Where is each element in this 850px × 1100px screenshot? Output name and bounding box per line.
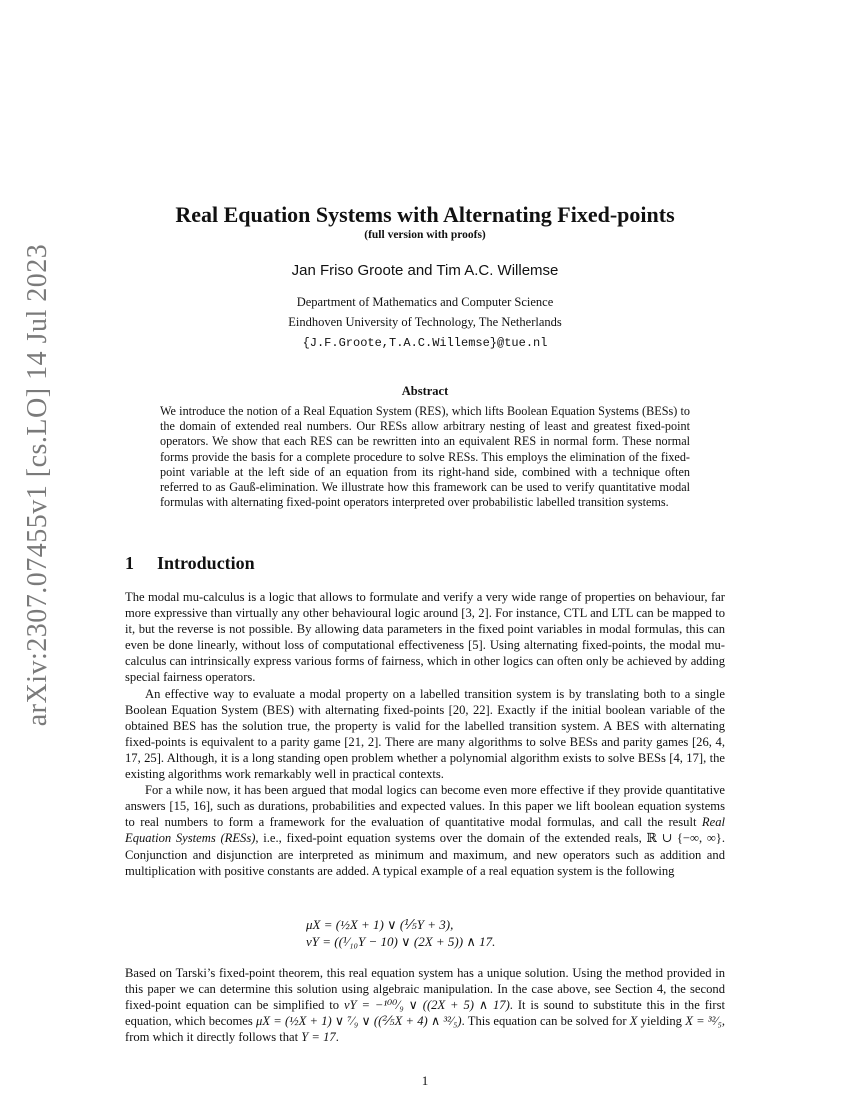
section-heading	[125, 553, 255, 574]
abstract-heading: Abstract	[401, 384, 449, 398]
paragraph-4-text-c: . This equation can be solved for	[461, 1014, 630, 1029]
paragraph-4	[125, 965, 725, 1045]
paragraph-4-text-b: . It is sound to substitute this in the first equation, which becomes	[125, 998, 725, 1029]
section-title: Introduction	[157, 553, 255, 573]
math-x: X	[629, 1014, 638, 1029]
paragraph-3-emphasis: Real Equation Systems (RESs)	[125, 815, 725, 846]
paragraph-4-text-e: , from which it directly follows that	[125, 1014, 726, 1045]
math-y-solution: Y = 17	[301, 1030, 336, 1045]
arxiv-identifier: arXiv:2307.07455v1 [cs.LO] 14 Jul 2023	[22, 243, 53, 727]
paragraph-1: The modal mu-calculus is a logic that allows to formulate and verify a very wide range of properties on behaviour, far more expressive than virtually any other behavioural logic around [3, 2]. For instance, CTL and LTL can be mapped to it, but the reverse is not possible. By allowing data parameters in the fixed point variables in modal formulas, this can even be done linearly, without loss of computational effectiveness [5]. Using alternating fixed-points, the modal mu-calculus can intrinsically express various forms of fairness, which in other logics can often only be achieved by adding special fairness operators.	[125, 590, 725, 685]
math-x-solution: X = ³²⁄₅	[685, 1014, 722, 1029]
paragraph-3-text-b: , i.e., fixed-point equation systems over the domain of the extended reals, ℝ ∪ {−∞, ∞}. Conjunction and disjunction are interpreted as minimum and maximum, and new operators such as addition and multiplication with positive constants are added. A typical example of a real equation system is the following	[125, 831, 725, 878]
paragraph-4-text-a: Based on Tarski’s fixed-point theorem, this real equation system has a unique solution. Using the method provided in this paper we can determine this solution using algebraic manipulation. In the case above, see Section 4, the second fixed-point equation can be simplified to	[125, 966, 725, 1013]
paper-title: Real Equation Systems with Alternating Fixed-points	[175, 202, 675, 227]
section-number: 1	[125, 553, 134, 573]
paragraph-3-text-a: For a while now, it has been argued that modal logics can become even more effective if they provide quantitative answers [15, 16], such as durations, probabilities and expected values. In this paper we lift boolean equation systems to real numbers to form a framework for the evaluation of quantitative modal formulas, and call the result	[125, 783, 725, 830]
math-mu-x-substituted: μX = (½X + 1) ∨ ⁷⁄₉ ∨ ((⅖X + 4) ∧ ³²⁄₅)	[256, 1014, 462, 1029]
paragraph-2: An effective way to evaluate a modal property on a labelled transition system is by translating both to a single Boolean Equation System (BES) with alternating fixed-points [20, 22]. Exactly if the initial boolean variable of the obtained BES has the solution true, the property is valid for the labelled transition system. A BES with alternating fixed-points is equivalent to a parity game [21, 2]. There are many algorithms to solve BESs and parity games [26, 4, 17, 25]. Although, it is a long standing open problem whether a polynomial algorithm exists to solve BESs [4, 17], the existing algorithms work remarkably well in practical contexts.	[125, 686, 725, 782]
paragraph-4-block	[125, 965, 725, 1045]
math-nu-y-simplified: νY = −¹⁰⁰⁄₉ ∨ ((2X + 5) ∧ 17)	[343, 998, 510, 1013]
page-number: 1	[421, 1073, 429, 1088]
equation-mu-x: μX = (½X + 1) ∨ (⅕Y + 3),	[306, 917, 454, 932]
author-email: {J.F.Groote,T.A.C.Willemse}@tue.nl	[302, 336, 548, 350]
affiliation-department: Department of Mathematics and Computer Science	[296, 295, 554, 309]
equation-nu-y: νY = ((¹⁄₁₀Y − 10) ∨ (2X + 5)) ∧ 17.	[306, 934, 496, 949]
paragraph-3	[125, 782, 725, 879]
intro-body	[125, 589, 725, 879]
affiliation-university: Eindhoven University of Technology, The Netherlands	[288, 315, 562, 329]
paper-subtitle: (full version with proofs)	[364, 229, 486, 241]
paragraph-4-text-d: yielding	[637, 1014, 686, 1029]
abstract-text: We introduce the notion of a Real Equation System (RES), which lifts Boolean Equation Systems (BESs) to the domain of extended real numbers. Our RESs allow arbitrary nesting of least and greatest fixed-point operators. We show that each RES can be rewritten into an equivalent RES in normal form. These normal forms provide the basis for a complete procedure to solve RESs. This employs the elimination of the fixed-point variable at the left side of an equation from its right-hand side, combined with a technique often referred to as Gauß-elimination. We illustrate how this framework can be used to verify quantitative modal formulas with alternating fixed-point operators interpreted over probabilistic labelled transition systems.	[160, 404, 690, 510]
paragraph-4-text-f: .	[335, 1030, 339, 1045]
authors: Jan Friso Groote and Tim A.C. Willemse	[291, 262, 559, 279]
